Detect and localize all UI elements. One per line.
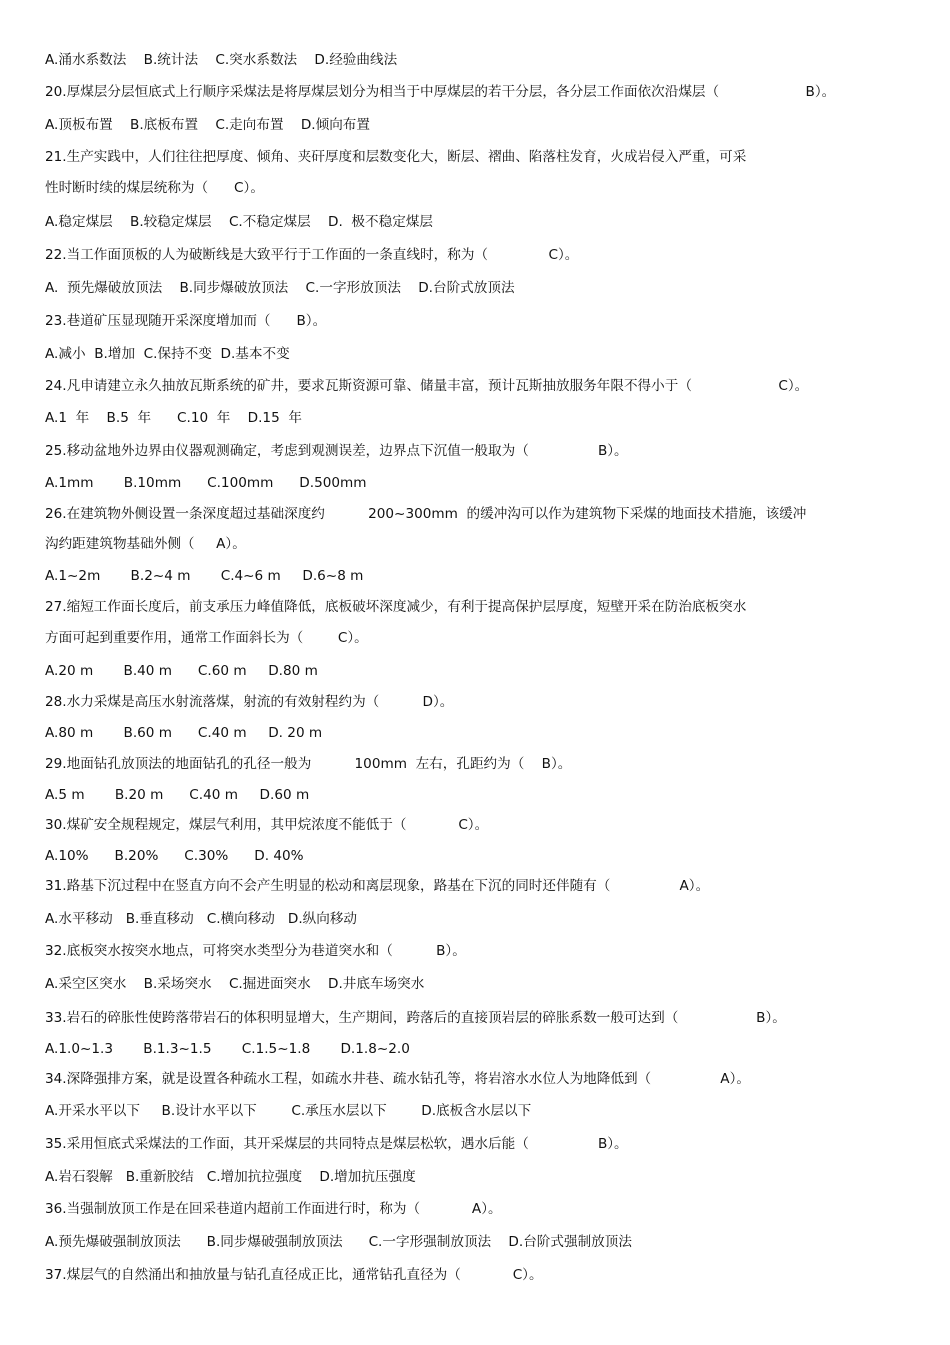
- question-36: 36.当强制放顶工作是在回采巷道内超前工作面进行时，称为（ A）。: [45, 1201, 502, 1217]
- question-32: 32.底板突水按突水地点，可将突水类型分为巷道突水和（ B）。: [45, 943, 466, 959]
- question-25: 25.移动盆地外边界由仪器观测确定，考虑到观测误差，边界点下沉值一般取为（ B）。: [45, 443, 628, 459]
- option-line-25: A.1mm B.10mm C.100mm D.500mm: [45, 475, 367, 491]
- question-37: 37.煤层气的自然涌出和抽放量与钻孔直径成正比，通常钻孔直径为（ C）。: [45, 1267, 543, 1283]
- option-line-27: A.20 m B.40 m C.60 m D.80 m: [45, 663, 318, 679]
- question-27-line-2: 方面可起到重要作用，通常工作面斜长为（ C）。: [45, 630, 368, 646]
- option-line-21: A.稳定煤层 B.较稳定煤层 C.不稳定煤层 D. 极不稳定煤层: [45, 214, 433, 230]
- option-line-26: A.1~2m B.2~4 m C.4~6 m D.6~8 m: [45, 568, 364, 584]
- option-line-22: A. 预先爆破放顶法 B.同步爆破放顶法 C.一字形放顶法 D.台阶式放顶法: [45, 280, 515, 296]
- question-30: 30.煤矿安全规程规定，煤层气利用，其甲烷浓度不能低于（ C）。: [45, 817, 489, 833]
- question-22: 22.当工作面顶板的人为破断线是大致平行于工作面的一条直线时，称为（ C）。: [45, 247, 579, 263]
- question-20: 20.厚煤层分层恒底式上行顺序采煤法是将厚煤层划分为相当于中厚煤层的若干分层，各分层工作面依次沿煤层（ B）。: [45, 84, 836, 100]
- option-line-32: A.采空区突水 B.采场突水 C.掘进面突水 D.井底车场突水: [45, 976, 425, 992]
- question-28: 28.水力采煤是高压水射流落煤，射流的有效射程约为（ D）。: [45, 694, 454, 710]
- option-line-34: A.开采水平以下 B.设计水平以下 C.承压水层以下 D.底板含水层以下: [45, 1103, 532, 1119]
- question-33: 33.岩石的碎胀性使跨落带岩石的体积明显增大，生产期间，跨落后的直接顶岩层的碎胀系数一般可达到（ B）。: [45, 1010, 786, 1026]
- question-24: 24.凡申请建立永久抽放瓦斯系统的矿井，要求瓦斯资源可靠、储量丰富，预计瓦斯抽放服务年限不得小于（ C）。: [45, 378, 809, 394]
- option-line-20: A.顶板布置 B.底板布置 C.走向布置 D.倾向布置: [45, 117, 370, 133]
- question-26-line-2: 沟约距建筑物基础外侧（ A）。: [45, 536, 246, 552]
- option-line-28: A.80 m B.60 m C.40 m D. 20 m: [45, 725, 323, 741]
- question-21-line-1: 21.生产实践中，人们往往把厚度、倾角、夹矸厚度和层数变化大，断层、褶曲、陷落柱发育，火成岩侵入严重，可采: [45, 149, 747, 165]
- question-35: 35.采用恒底式采煤法的工作面，其开采煤层的共同特点是煤层松软，遇水后能（ B）。: [45, 1136, 628, 1152]
- question-31: 31.路基下沉过程中在竖直方向不会产生明显的松动和离层现象，路基在下沉的同时还伴随有（ A）。: [45, 878, 710, 894]
- option-line-30: A.10% B.20% C.30% D. 40%: [45, 848, 304, 864]
- question-26-line-1: 26.在建筑物外侧设置一条深度超过基础深度约 200~300mm 的缓冲沟可以作为建筑物下采煤的地面技术措施，该缓冲: [45, 506, 807, 522]
- option-line-33: A.1.0~1.3 B.1.3~1.5 C.1.5~1.8 D.1.8~2.0: [45, 1041, 410, 1057]
- question-29: 29.地面钻孔放顶法的地面钻孔的孔径一般为 100mm 左右，孔距约为（ B）。: [45, 756, 572, 772]
- question-21-line-2: 性时断时续的煤层统称为（ C）。: [45, 180, 264, 196]
- question-34: 34.深降强排方案，就是设置各种疏水工程，如疏水井巷、疏水钻孔等，将岩溶水水位人为地降低到（ A）。: [45, 1071, 750, 1087]
- question-23: 23.巷道矿压显现随开采深度增加而（ B）。: [45, 313, 327, 329]
- option-line-35: A.岩石裂解 B.重新胶结 C.增加抗拉强度 D.增加抗压强度: [45, 1169, 416, 1185]
- question-27-line-1: 27.缩短工作面长度后，前支承压力峰值降低，底板破坏深度减少，有利于提高保护层厚度，短壁开采在防治底板突水: [45, 599, 747, 615]
- option-line-24: A.1 年 B.5 年 C.10 年 D.15 年: [45, 410, 302, 426]
- option-line-31: A.水平移动 B.垂直移动 C.横向移动 D.纵向移动: [45, 911, 358, 927]
- option-line-23: A.减小 B.增加 C.保持不变 D.基本不变: [45, 346, 290, 362]
- option-line-29: A.5 m B.20 m C.40 m D.60 m: [45, 787, 310, 803]
- option-line-19: A.涌水系数法 B.统计法 C.突水系数法 D.经验曲线法: [45, 52, 398, 68]
- option-line-36: A.预先爆破强制放顶法 B.同步爆破强制放顶法 C.一字形强制放顶法 D.台阶式强制放顶法: [45, 1234, 632, 1250]
